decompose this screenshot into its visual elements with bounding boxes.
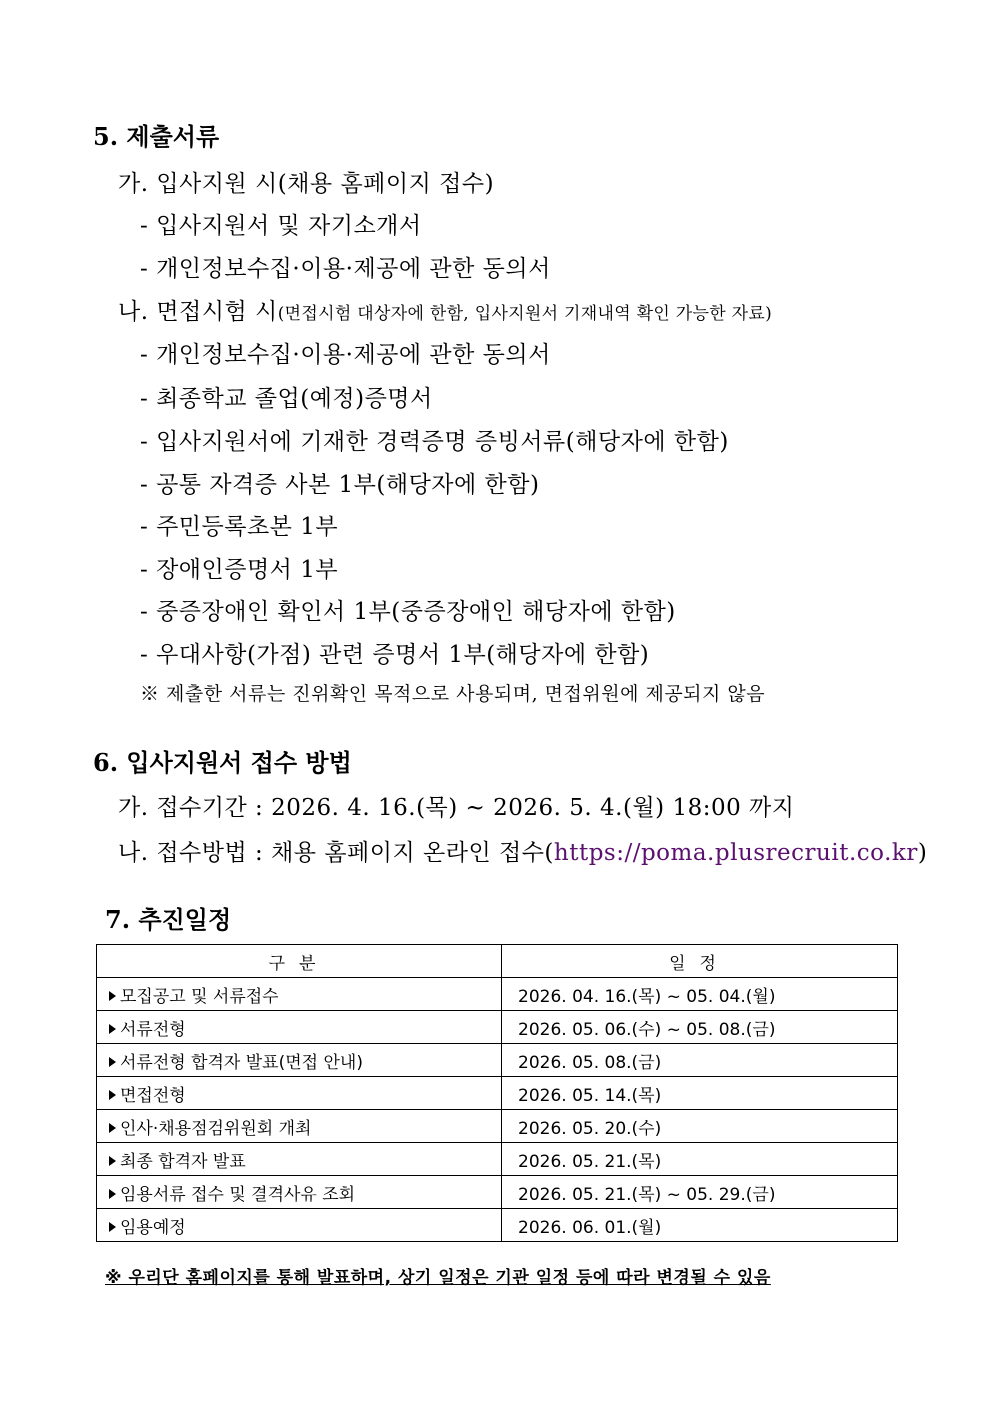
row-label-cell [97, 978, 502, 1011]
row-label: 인사·채용점검위원회 개최 [120, 1118, 312, 1139]
section5-na-item: - 장애인증명서 1부 [140, 557, 339, 583]
section5-na [118, 293, 772, 326]
row-label: 면접전형 [120, 1085, 186, 1106]
triangle-bullet-icon [109, 1057, 116, 1067]
section5-na-item: - 공통 자격증 사본 1부(해당자에 한함) [140, 472, 540, 498]
section5-na-item: - 주민등록초본 1부 [140, 514, 339, 540]
section7-title: 7. 추진일정 [105, 905, 232, 934]
section5-na-main: 나. 면접시험 시 [118, 299, 278, 325]
section6-na-prefix: 나. 접수방법 : 채용 홈페이지 온라인 접수( [118, 840, 554, 866]
triangle-bullet-icon [109, 1156, 116, 1166]
row-date: 2026. 04. 16.(목) ~ 05. 04.(월) [502, 978, 898, 1011]
table-row [97, 1176, 898, 1209]
row-label: 임용서류 접수 및 결격사유 조회 [120, 1184, 356, 1205]
row-label-cell [97, 1110, 502, 1143]
section6-na [118, 834, 927, 867]
header-category: 구분 [97, 945, 502, 978]
table-row [97, 1143, 898, 1176]
row-label-cell [97, 1176, 502, 1209]
recruit-url-link[interactable]: https://poma.plusrecruit.co.kr [553, 840, 918, 866]
row-date: 2026. 05. 14.(목) [502, 1077, 898, 1110]
row-date: 2026. 05. 06.(수) ~ 05. 08.(금) [502, 1011, 898, 1044]
section5-ga-item: - 개인정보수집·이용·제공에 관한 동의서 [140, 256, 551, 282]
table-row [97, 978, 898, 1011]
table-row [97, 1077, 898, 1110]
row-label: 모집공고 및 서류접수 [120, 986, 279, 1007]
row-date: 2026. 05. 21.(목) [502, 1143, 898, 1176]
row-date: 2026. 05. 08.(금) [502, 1044, 898, 1077]
section5-note: ※ 제출한 서류는 진위확인 목적으로 사용되며, 면접위원에 제공되지 않음 [140, 683, 766, 705]
schedule-table [96, 944, 898, 1242]
section6-title: 6. 입사지원서 접수 방법 [93, 748, 352, 777]
row-label: 서류전형 합격자 발표(면접 안내) [120, 1052, 363, 1073]
triangle-bullet-icon [109, 1189, 116, 1199]
row-label-cell [97, 1143, 502, 1176]
table-row [97, 1209, 898, 1242]
row-date: 2026. 06. 01.(월) [502, 1209, 898, 1242]
section6-na-suffix: ) [917, 840, 928, 866]
row-date: 2026. 05. 20.(수) [502, 1110, 898, 1143]
schedule-header-row [97, 945, 898, 978]
section5-ga-item: - 입사지원서 및 자기소개서 [140, 213, 422, 239]
schedule-footnote: ※ 우리단 홈페이지를 통해 발표하며, 상기 일정은 기관 일정 등에 따라 변경될 수 있음 [105, 1268, 771, 1288]
row-label-cell [97, 1011, 502, 1044]
row-label-cell [97, 1077, 502, 1110]
section6-ga: 가. 접수기간 : 2026. 4. 16.(목) ~ 2026. 5. 4.(월) 18:00 까지 [118, 795, 795, 821]
row-label-cell [97, 1209, 502, 1242]
table-row [97, 1110, 898, 1143]
section5-na-paren: (면접시험 대상자에 한함, 입사지원서 기재내역 확인 가능한 자료) [277, 304, 773, 324]
header-schedule: 일정 [502, 945, 898, 978]
section5-ga: 가. 입사지원 시(채용 홈페이지 접수) [118, 171, 495, 197]
section5-na-item: - 우대사항(가점) 관련 증명서 1부(해당자에 한함) [140, 642, 650, 668]
triangle-bullet-icon [109, 1024, 116, 1034]
row-label-cell [97, 1044, 502, 1077]
triangle-bullet-icon [109, 1090, 116, 1100]
section5-na-item: - 중증장애인 확인서 1부(중증장애인 해당자에 한함) [140, 599, 676, 625]
triangle-bullet-icon [109, 1123, 116, 1133]
triangle-bullet-icon [109, 991, 116, 1001]
row-label: 임용예정 [120, 1217, 186, 1238]
triangle-bullet-icon [109, 1222, 116, 1232]
section5-na-item: - 입사지원서에 기재한 경력증명 증빙서류(해당자에 한함) [140, 429, 729, 455]
row-date: 2026. 05. 21.(목) ~ 05. 29.(금) [502, 1176, 898, 1209]
table-row [97, 1011, 898, 1044]
row-label: 서류전형 [120, 1019, 186, 1040]
row-label: 최종 합격자 발표 [120, 1151, 246, 1172]
section5-na-item: - 개인정보수집·이용·제공에 관한 동의서 [140, 342, 551, 368]
section5-na-item: - 최종학교 졸업(예정)증명서 [140, 386, 433, 412]
table-row [97, 1044, 898, 1077]
section5-title: 5. 제출서류 [93, 122, 220, 151]
